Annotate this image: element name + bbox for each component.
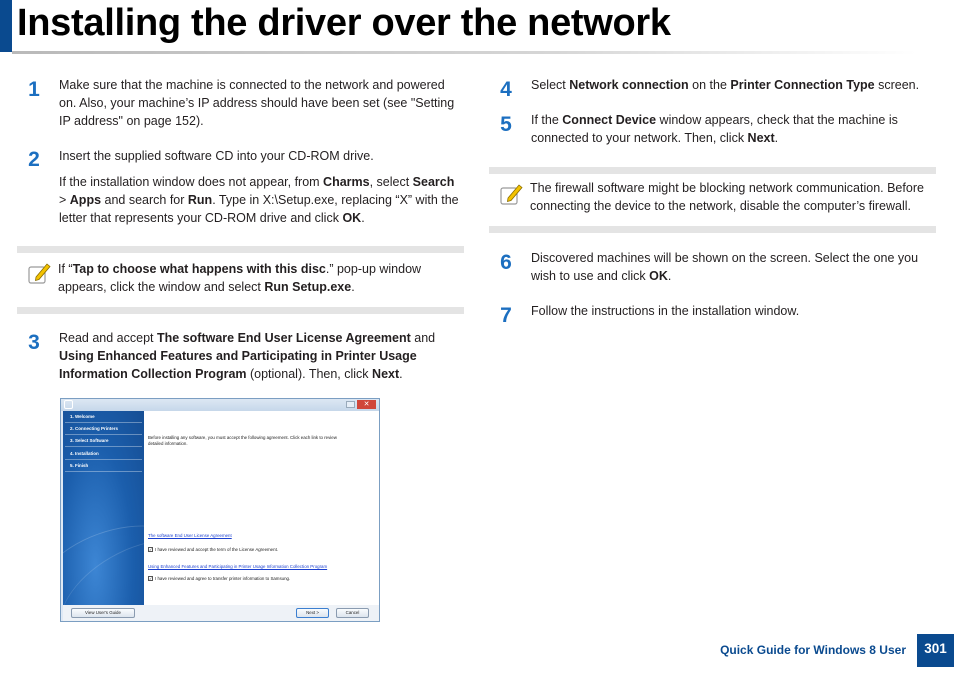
view-users-guide-button[interactable]: View User's Guide (71, 608, 135, 618)
page-number: 301 (917, 634, 954, 667)
installer-nav-finish: 5. Finish (65, 460, 142, 472)
eula-checkbox-label: I have reviewed and accept the term of the License Agreement. (155, 547, 279, 552)
installer-button-bar (63, 605, 379, 621)
eula-checkbox[interactable]: ✓ (149, 547, 153, 552)
step-2-text-1: Insert the supplied software CD into your CD-ROM drive. (59, 149, 374, 163)
installer-titlebar (61, 399, 379, 411)
step-number-4: 4 (500, 78, 512, 101)
pencil-note-icon (27, 261, 51, 285)
note-1-text: If “Tap to choose what happens with this disc.” pop-up window appears, click the window and select Run Setup.exe. (58, 262, 422, 294)
step-number-1: 1 (28, 78, 40, 101)
page-title: Installing the driver over the network (17, 2, 671, 44)
step-3-text: Read and accept The software End User License Agreement and Using Enhanced Features and Participating in Printer Usage Information Collection Program (optional). Then, click Next. (59, 331, 436, 381)
step-5-text: If the Connect Device window appears, check that the machine is connected to your network. Then, click Next. (531, 113, 898, 145)
step-number-3: 3 (28, 331, 40, 354)
step-number-7: 7 (500, 304, 512, 327)
footer-guide-label: Quick Guide for Windows 8 User (720, 643, 906, 657)
installer-intro-line-1: Before installing any software, you must accept the following agreement. Click each link to review (148, 435, 337, 440)
usage-checkbox-label: I have reviewed and agree to transfer printer information to Samsung. (155, 576, 291, 581)
title-accent-bar (0, 0, 12, 52)
step-7-text: Follow the instructions in the installation window. (531, 304, 800, 318)
cancel-button[interactable]: Cancel (336, 608, 369, 618)
installer-logo-icon (64, 400, 73, 409)
installer-screenshot (60, 398, 380, 622)
minimize-icon[interactable] (346, 401, 355, 408)
close-icon[interactable]: ✕ (357, 400, 376, 409)
step-1-text: Make sure that the machine is connected to the network and powered on. Also, your machine’s IP address should have been set (see "Setting IP address" on page 152). (59, 78, 455, 128)
pencil-note-icon (499, 182, 523, 206)
installer-nav-welcome: 1. Welcome (65, 411, 142, 423)
installer-nav-select-software: 3. Select Software (65, 435, 142, 447)
installer-nav-installation: 4. Installation (65, 448, 142, 460)
title-divider (12, 51, 917, 54)
usage-program-link[interactable]: Using Enhanced Features and Participating in Printer Usage Information Collection Program (148, 564, 328, 569)
step-4-text: Select Network connection on the Printer Connection Type screen. (531, 78, 920, 92)
installer-content (144, 411, 379, 605)
usage-checkbox[interactable]: ✓ (149, 576, 153, 581)
step-6-text: Discovered machines will be shown on the screen. Select the one you wish to use and click OK. (531, 251, 919, 283)
note-box-firewall (489, 167, 936, 233)
note-box-disc-popup (17, 246, 464, 314)
installer-intro-line-2: detailed information. (148, 441, 188, 446)
step-number-5: 5 (500, 113, 512, 136)
next-button[interactable]: Next > (296, 608, 329, 618)
step-number-2: 2 (28, 148, 40, 171)
step-2-text-2: If the installation window does not appear, from Charms, select Search > Apps and search for Run. Type in X:\Setup.exe, replacing “X” with the letter that represents your CD-ROM drive and click OK. (59, 175, 459, 225)
installer-nav-connecting: 2. Connecting Printers (65, 423, 142, 435)
installer-sidebar (63, 411, 144, 605)
note-2-text: The firewall software might be blocking network communication. Before connecting the device to the network, disable the computer’s firewall. (530, 181, 924, 213)
step-number-6: 6 (500, 251, 512, 274)
eula-link[interactable]: The software End User License Agreement (148, 533, 232, 538)
